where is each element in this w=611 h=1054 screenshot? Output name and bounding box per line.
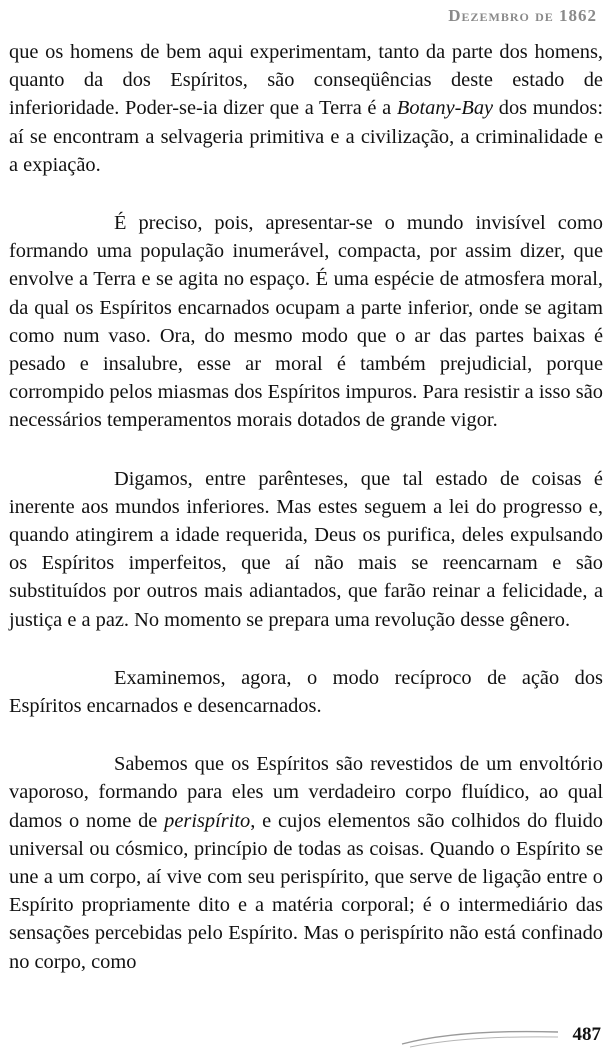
page-number: 487 <box>572 1024 601 1045</box>
text-segment: Sabemos que os Espíritos são revestidos de um envoltório vaporoso, formando para eles um verdadeiro corpo fluídico, ao qual damos o nome de <box>9 753 603 832</box>
text-segment: que os homens de bem aqui experimentam, tanto da parte dos homens, quanto da dos Espíritos, são conseqüências deste estado de inferioridade. Poder-se-ia dizer que a Terra é a <box>9 41 603 120</box>
text-segment: É preciso, pois, apresentar-se o mundo invisível como formando uma população inumerável, compacta, por assim dizer, que envolve a Terra e se agita no espaço. É uma espécie de atmosfera moral, da qual os Espíritos encarnados ocupam a parte inferior, onde se agitam como num vaso. Ora, do mesmo modo que o ar das partes baixas é pesado e insalubre, esse ar moral é também prejudicial, porque corrompido pelos miasmas dos Espíritos impuros. Para resistir a isso são necessários temperamentos morais dotados de grande vigor. <box>9 212 603 432</box>
text-segment: Examinemos, agora, o modo recíproco de ação dos Espíritos encarnados e desencarnados. <box>9 666 603 718</box>
paragraph-5 <box>9 750 603 976</box>
running-header: Dezembro de 1862 <box>448 6 597 25</box>
text-segment: dos mundos: aí se encontram a selvageria primitiva e a civilização, a criminalidade e a expiação. <box>9 97 604 176</box>
paragraph-2 <box>9 209 603 435</box>
paragraph-3 <box>9 465 603 634</box>
italic-term: Botany-Bay <box>396 97 494 120</box>
page-body <box>9 38 603 976</box>
paragraph-1 <box>9 38 603 179</box>
footer-swoosh-ornament <box>400 1020 560 1050</box>
paragraph-4 <box>9 664 603 720</box>
text-segment: , e cujos elementos são colhidos do fluido universal ou cósmico, princípio de todas as coisas. Quando o Espírito se une a um corpo, aí vive com seu perispírito, que serve de ligação entre o Espírito propriamente dito e a matéria corporal; é o intermediário das sensações percebidas pelo Espírito. Mas o perispírito não está confinado no corpo, como <box>9 809 603 973</box>
text-segment: Digamos, entre parênteses, que tal estado de coisas é inerente aos mundos inferiores. Mas estes seguem a lei do progresso e, quando atingirem a idade requerida, Deus os purifica, deles expulsando os Espíritos imperfeitos, que aí não mais se reencarnam e são substituídos por outros mais adiantados, que farão reinar a felicidade, a justiça e a paz. No momento se prepara uma revolução desse gênero. <box>9 467 603 631</box>
italic-term: perispírito <box>164 809 251 832</box>
